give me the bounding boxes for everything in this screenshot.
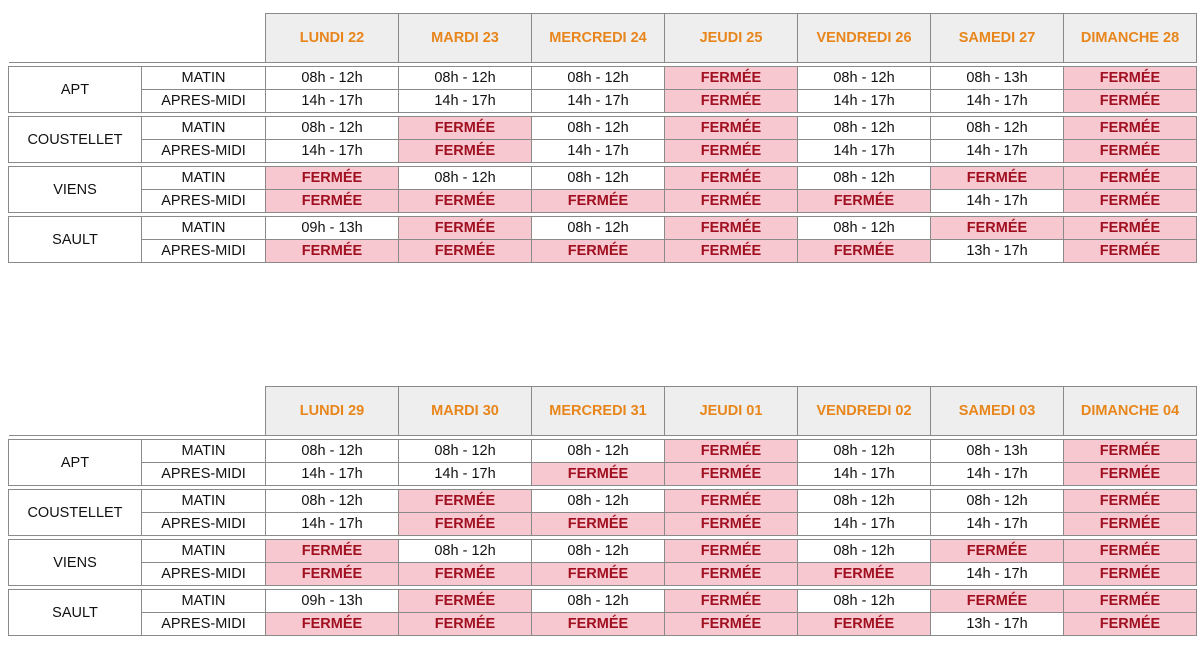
closed-cell: FERMÉE — [1064, 540, 1197, 563]
day-header: MERCREDI 31 — [532, 387, 665, 436]
closed-cell: FERMÉE — [1064, 563, 1197, 586]
hours-cell: 08h - 12h — [798, 167, 931, 190]
closed-cell: FERMÉE — [532, 563, 665, 586]
closed-cell: FERMÉE — [798, 190, 931, 213]
day-header: LUNDI 29 — [266, 387, 399, 436]
table-row — [9, 190, 1197, 213]
hours-cell: 14h - 17h — [532, 90, 665, 113]
header-blank — [142, 387, 266, 436]
period-label: APRES-MIDI — [142, 613, 266, 636]
closed-cell: FERMÉE — [1064, 90, 1197, 113]
table-row — [9, 167, 1197, 190]
closed-cell: FERMÉE — [266, 613, 399, 636]
site-name: SAULT — [9, 590, 142, 636]
hours-cell: 08h - 12h — [798, 117, 931, 140]
closed-cell: FERMÉE — [665, 90, 798, 113]
hours-cell: 08h - 12h — [266, 67, 399, 90]
table-row — [9, 240, 1197, 263]
closed-cell: FERMÉE — [665, 590, 798, 613]
site-name: APT — [9, 67, 142, 113]
site-name: SAULT — [9, 217, 142, 263]
closed-cell: FERMÉE — [399, 190, 532, 213]
hours-cell: 08h - 12h — [798, 590, 931, 613]
table-row — [9, 613, 1197, 636]
closed-cell: FERMÉE — [665, 117, 798, 140]
period-label: MATIN — [142, 540, 266, 563]
hours-cell: 14h - 17h — [931, 563, 1064, 586]
hours-cell: 14h - 17h — [798, 463, 931, 486]
hours-cell: 08h - 12h — [798, 67, 931, 90]
day-header: SAMEDI 27 — [931, 14, 1064, 63]
hours-cell: 14h - 17h — [399, 463, 532, 486]
hours-cell: 08h - 12h — [532, 440, 665, 463]
hours-cell: 08h - 12h — [798, 490, 931, 513]
hours-cell: 13h - 17h — [931, 240, 1064, 263]
period-label: APRES-MIDI — [142, 463, 266, 486]
period-label: MATIN — [142, 117, 266, 140]
closed-cell: FERMÉE — [665, 463, 798, 486]
closed-cell: FERMÉE — [266, 240, 399, 263]
hours-cell: 08h - 12h — [399, 540, 532, 563]
closed-cell: FERMÉE — [798, 613, 931, 636]
closed-cell: FERMÉE — [1064, 463, 1197, 486]
closed-cell: FERMÉE — [1064, 513, 1197, 536]
table-row — [9, 117, 1197, 140]
hours-cell: 08h - 12h — [399, 167, 532, 190]
closed-cell: FERMÉE — [1064, 613, 1197, 636]
period-label: MATIN — [142, 167, 266, 190]
closed-cell: FERMÉE — [665, 140, 798, 163]
hours-cell: 08h - 13h — [931, 440, 1064, 463]
table-row — [9, 217, 1197, 240]
closed-cell: FERMÉE — [665, 190, 798, 213]
hours-cell: 14h - 17h — [931, 190, 1064, 213]
closed-cell: FERMÉE — [399, 563, 532, 586]
closed-cell: FERMÉE — [1064, 140, 1197, 163]
closed-cell: FERMÉE — [399, 217, 532, 240]
hours-cell: 13h - 17h — [931, 613, 1064, 636]
hours-cell: 14h - 17h — [931, 90, 1064, 113]
table-row — [9, 490, 1197, 513]
closed-cell: FERMÉE — [266, 190, 399, 213]
closed-cell: FERMÉE — [1064, 490, 1197, 513]
hours-cell: 14h - 17h — [931, 140, 1064, 163]
site-name: COUSTELLET — [9, 490, 142, 536]
day-header: VENDREDI 02 — [798, 387, 931, 436]
period-label: MATIN — [142, 217, 266, 240]
header-blank — [142, 14, 266, 63]
hours-cell: 14h - 17h — [931, 463, 1064, 486]
hours-cell: 14h - 17h — [266, 140, 399, 163]
day-header: MARDI 30 — [399, 387, 532, 436]
closed-cell: FERMÉE — [266, 540, 399, 563]
closed-cell: FERMÉE — [399, 117, 532, 140]
day-header-row — [9, 387, 1197, 436]
hours-cell: 08h - 12h — [798, 440, 931, 463]
period-label: APRES-MIDI — [142, 563, 266, 586]
period-label: MATIN — [142, 490, 266, 513]
closed-cell: FERMÉE — [399, 613, 532, 636]
period-label: APRES-MIDI — [142, 240, 266, 263]
closed-cell: FERMÉE — [532, 190, 665, 213]
closed-cell: FERMÉE — [532, 513, 665, 536]
day-header: DIMANCHE 04 — [1064, 387, 1197, 436]
site-name: APT — [9, 440, 142, 486]
closed-cell: FERMÉE — [399, 140, 532, 163]
closed-cell: FERMÉE — [1064, 440, 1197, 463]
hours-cell: 08h - 12h — [266, 490, 399, 513]
table-row — [9, 513, 1197, 536]
table-row — [9, 540, 1197, 563]
period-label: APRES-MIDI — [142, 190, 266, 213]
period-label: APRES-MIDI — [142, 140, 266, 163]
table-row — [9, 563, 1197, 586]
hours-cell: 08h - 12h — [532, 490, 665, 513]
site-name: VIENS — [9, 540, 142, 586]
closed-cell: FERMÉE — [1064, 590, 1197, 613]
closed-cell: FERMÉE — [266, 563, 399, 586]
schedule-table-week-1 — [8, 13, 1197, 263]
closed-cell: FERMÉE — [665, 613, 798, 636]
closed-cell: FERMÉE — [665, 240, 798, 263]
hours-cell: 08h - 13h — [931, 67, 1064, 90]
hours-cell: 08h - 12h — [798, 540, 931, 563]
closed-cell: FERMÉE — [931, 167, 1064, 190]
closed-cell: FERMÉE — [665, 540, 798, 563]
hours-cell: 08h - 12h — [266, 440, 399, 463]
hours-cell: 08h - 12h — [798, 217, 931, 240]
day-header: MERCREDI 24 — [532, 14, 665, 63]
closed-cell: FERMÉE — [266, 167, 399, 190]
hours-cell: 08h - 12h — [399, 67, 532, 90]
hours-cell: 08h - 12h — [532, 590, 665, 613]
hours-cell: 14h - 17h — [399, 90, 532, 113]
closed-cell: FERMÉE — [665, 490, 798, 513]
period-label: APRES-MIDI — [142, 90, 266, 113]
closed-cell: FERMÉE — [931, 540, 1064, 563]
header-blank — [9, 14, 142, 63]
closed-cell: FERMÉE — [665, 217, 798, 240]
day-header: VENDREDI 26 — [798, 14, 931, 63]
table-row — [9, 440, 1197, 463]
closed-cell: FERMÉE — [1064, 167, 1197, 190]
day-header: JEUDI 25 — [665, 14, 798, 63]
day-header-row — [9, 14, 1197, 63]
hours-cell: 14h - 17h — [798, 90, 931, 113]
closed-cell: FERMÉE — [665, 440, 798, 463]
hours-cell: 14h - 17h — [931, 513, 1064, 536]
hours-cell: 08h - 12h — [532, 217, 665, 240]
table-row — [9, 463, 1197, 486]
hours-cell: 08h - 12h — [532, 67, 665, 90]
closed-cell: FERMÉE — [1064, 217, 1197, 240]
hours-cell: 14h - 17h — [266, 90, 399, 113]
table-row — [9, 90, 1197, 113]
hours-cell: 14h - 17h — [798, 513, 931, 536]
table-row — [9, 140, 1197, 163]
closed-cell: FERMÉE — [532, 463, 665, 486]
hours-cell: 08h - 12h — [931, 117, 1064, 140]
hours-cell: 14h - 17h — [798, 140, 931, 163]
day-header: SAMEDI 03 — [931, 387, 1064, 436]
closed-cell: FERMÉE — [399, 490, 532, 513]
closed-cell: FERMÉE — [1064, 190, 1197, 213]
hours-cell: 14h - 17h — [532, 140, 665, 163]
table-row — [9, 67, 1197, 90]
hours-cell: 08h - 12h — [931, 490, 1064, 513]
hours-cell: 08h - 12h — [266, 117, 399, 140]
site-name: COUSTELLET — [9, 117, 142, 163]
hours-cell: 14h - 17h — [266, 513, 399, 536]
day-header: DIMANCHE 28 — [1064, 14, 1197, 63]
closed-cell: FERMÉE — [798, 563, 931, 586]
closed-cell: FERMÉE — [1064, 240, 1197, 263]
closed-cell: FERMÉE — [665, 167, 798, 190]
closed-cell: FERMÉE — [1064, 117, 1197, 140]
closed-cell: FERMÉE — [399, 240, 532, 263]
hours-cell: 14h - 17h — [266, 463, 399, 486]
closed-cell: FERMÉE — [532, 240, 665, 263]
closed-cell: FERMÉE — [798, 240, 931, 263]
day-header: MARDI 23 — [399, 14, 532, 63]
closed-cell: FERMÉE — [399, 590, 532, 613]
hours-cell: 09h - 13h — [266, 590, 399, 613]
day-header: JEUDI 01 — [665, 387, 798, 436]
hours-cell: 08h - 12h — [532, 117, 665, 140]
day-header: LUNDI 22 — [266, 14, 399, 63]
period-label: MATIN — [142, 440, 266, 463]
closed-cell: FERMÉE — [665, 513, 798, 536]
hours-cell: 08h - 12h — [399, 440, 532, 463]
closed-cell: FERMÉE — [399, 513, 532, 536]
period-label: APRES-MIDI — [142, 513, 266, 536]
closed-cell: FERMÉE — [931, 217, 1064, 240]
header-blank — [9, 387, 142, 436]
closed-cell: FERMÉE — [532, 613, 665, 636]
closed-cell: FERMÉE — [665, 67, 798, 90]
table-row — [9, 590, 1197, 613]
closed-cell: FERMÉE — [665, 563, 798, 586]
period-label: MATIN — [142, 67, 266, 90]
site-name: VIENS — [9, 167, 142, 213]
closed-cell: FERMÉE — [1064, 67, 1197, 90]
hours-cell: 09h - 13h — [266, 217, 399, 240]
closed-cell: FERMÉE — [931, 590, 1064, 613]
schedule-table-week-2 — [8, 386, 1197, 636]
hours-cell: 08h - 12h — [532, 540, 665, 563]
period-label: MATIN — [142, 590, 266, 613]
hours-cell: 08h - 12h — [532, 167, 665, 190]
